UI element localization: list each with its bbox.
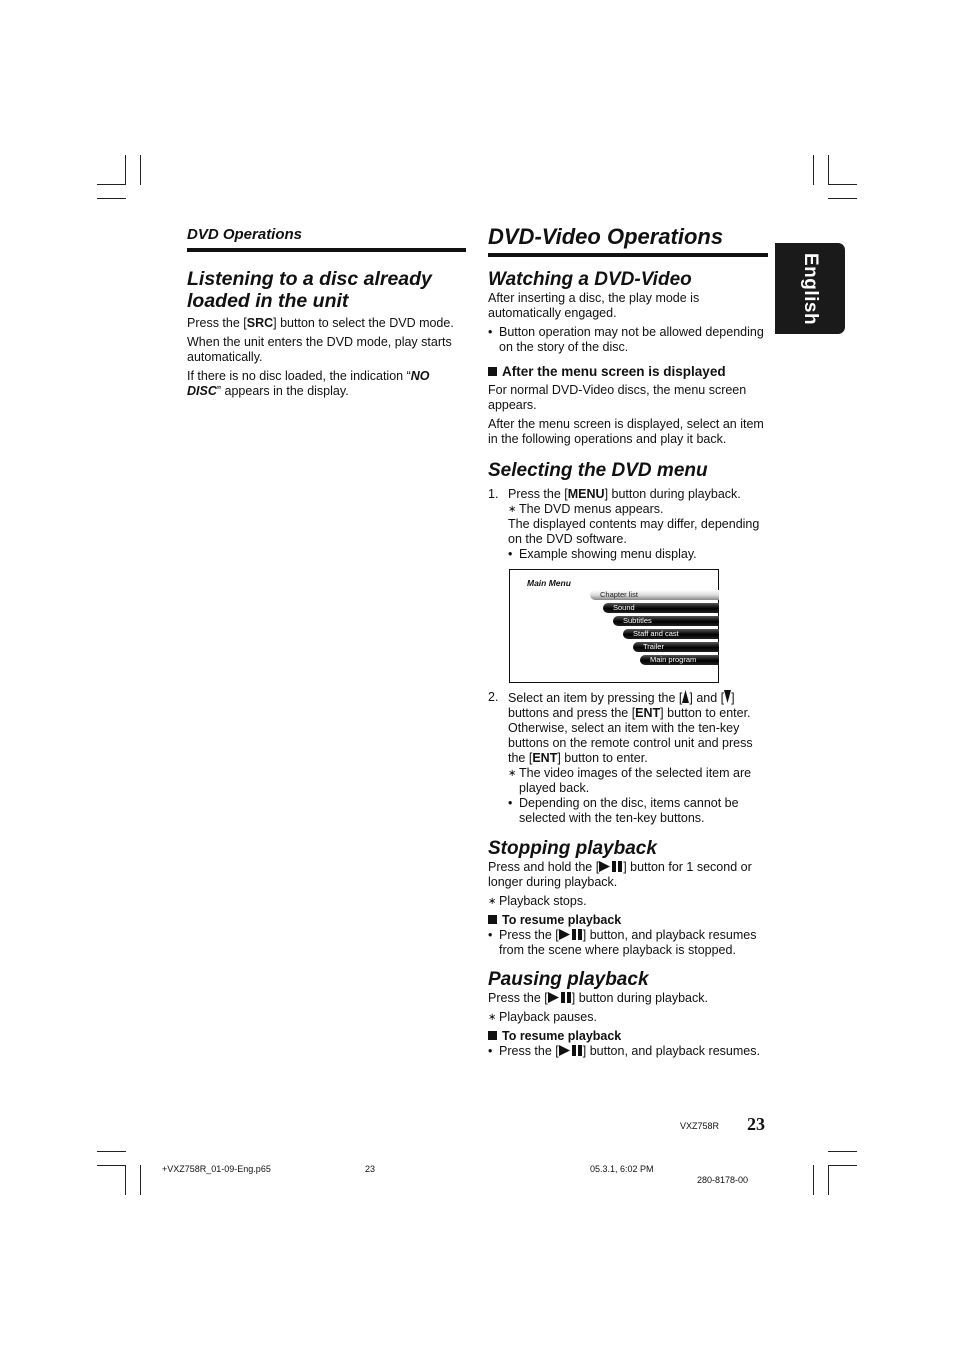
menu-item-main-program: Main program [640, 655, 719, 665]
step-number: 2. [488, 690, 499, 704]
step-2 [488, 690, 768, 826]
play-pause-icon [599, 861, 623, 872]
crop-mark [828, 1165, 857, 1166]
page-title: DVD-Video Operations [488, 224, 724, 249]
section-heading-listening: Listening to a disc already loaded in the unit [187, 268, 432, 312]
bullet-item: • Depending on the disc, items cannot be selected with the ten-key buttons. [508, 796, 768, 826]
menu-item-chapter-list: Chapter list [590, 590, 719, 600]
crop-mark [97, 1151, 126, 1152]
paragraph: For normal DVD-Video discs, the menu screen appears. [488, 383, 747, 412]
paragraph: Select an item by pressing the [ ] and [ ] [508, 691, 735, 705]
square-bullet-icon [488, 367, 497, 376]
selecting-body [488, 487, 768, 826]
play-pause-icon [559, 929, 583, 940]
bullet-item: • Press the [ ] button, and playback resumes. [488, 1044, 768, 1059]
crop-mark [828, 1165, 829, 1195]
footer-datetime: 05.3.1, 6:02 PM [590, 1164, 654, 1174]
paragraph: buttons and press the [ENT] button to enter. [508, 706, 751, 720]
paragraph: If there is no disc loaded, the indication “NO DISC” appears in the display. [187, 369, 430, 398]
language-tab-label: English [800, 252, 821, 325]
footer-part-number: 280-8178-00 [697, 1175, 749, 1185]
crop-mark [97, 184, 126, 185]
step-1 [488, 487, 768, 562]
square-bullet-icon [488, 915, 497, 924]
paragraph: When the unit enters the DVD mode, play starts automatically. [187, 335, 452, 364]
note-item: ∗ Playback pauses. [488, 1010, 768, 1025]
watching-body [488, 291, 768, 447]
bullet-item: • Press the [ ] button, and playback resumes from the scene where playback is stopped. [488, 928, 768, 958]
play-pause-icon [548, 992, 572, 1003]
menu-item-sound: Sound [603, 603, 719, 613]
crop-mark [125, 1165, 126, 1195]
menu-item-trailer: Trailer [633, 642, 719, 652]
step-number: 1. [488, 487, 499, 501]
menu-item-subtitles: Subtitles [613, 616, 719, 626]
paragraph: Press and hold the [ ] button for 1 second or longer during playback. [488, 860, 752, 889]
paragraph: Otherwise, select an item with the ten-key buttons on the remote control unit and press [508, 721, 753, 750]
crop-mark [97, 1165, 126, 1166]
paragraph: The displayed contents may differ, depending on the DVD software. [508, 517, 760, 546]
subheading-resume: To resume playback [488, 913, 768, 928]
paragraph: Press the [ ] button during playback. [488, 991, 708, 1005]
language-side-tab [775, 243, 845, 334]
paragraph: After the menu screen is displayed, select an item in the following operations and play it back. [488, 417, 764, 446]
paragraph: Press the [SRC] button to select the DVD mode. [187, 316, 454, 330]
crop-mark [125, 155, 126, 185]
listening-body [187, 316, 466, 399]
bullet-item: • Example showing menu display. [508, 547, 768, 562]
title-rule [488, 253, 768, 257]
crop-mark [828, 198, 857, 199]
section-heading-selecting: Selecting the DVD menu [488, 460, 708, 481]
paragraph: the [ENT] button to enter. [508, 751, 648, 765]
header-rule [187, 248, 466, 252]
bullet-item: • Button operation may not be allowed depending on the story of the disc. [488, 325, 768, 355]
left-column [187, 226, 466, 399]
menu-item-staff-and-cast: Staff and cast [623, 629, 719, 639]
model-number: VXZ758R [680, 1121, 720, 1131]
note-item: ∗ The video images of the selected item are played back. [508, 766, 768, 796]
note-item: ∗ The DVD menus appears. [508, 502, 768, 517]
crop-mark [140, 1165, 141, 1195]
page-number: 23 [747, 1114, 765, 1134]
main-column [488, 224, 768, 1059]
crop-mark [813, 155, 814, 185]
pausing-body [488, 991, 768, 1059]
section-heading-watching: Watching a DVD-Video [488, 269, 692, 290]
crop-mark [828, 1151, 857, 1152]
running-header: DVD Operations [187, 226, 303, 243]
crop-mark [828, 155, 829, 185]
crop-mark [97, 198, 126, 199]
note-item: ∗ Playback stops. [488, 894, 768, 909]
section-heading-stopping: Stopping playback [488, 838, 657, 859]
paragraph: Press the [MENU] button during playback. [508, 487, 741, 501]
menu-example-title: Main Menu [527, 578, 571, 588]
menu-example-figure [509, 569, 719, 683]
subheading-menu-displayed: After the menu screen is displayed [488, 364, 768, 379]
paragraph: After inserting a disc, the play mode is automatically engaged. [488, 291, 700, 320]
play-pause-icon [559, 1045, 583, 1056]
stopping-body [488, 860, 768, 958]
footer-file-page: 23 [365, 1164, 376, 1174]
footer-file-name: +VXZ758R_01-09-Eng.p65 [162, 1164, 271, 1174]
section-heading-pausing: Pausing playback [488, 969, 649, 990]
subheading-resume: To resume playback [488, 1029, 768, 1044]
square-bullet-icon [488, 1031, 497, 1040]
crop-mark [813, 1165, 814, 1195]
crop-mark [140, 155, 141, 185]
crop-mark [828, 184, 857, 185]
